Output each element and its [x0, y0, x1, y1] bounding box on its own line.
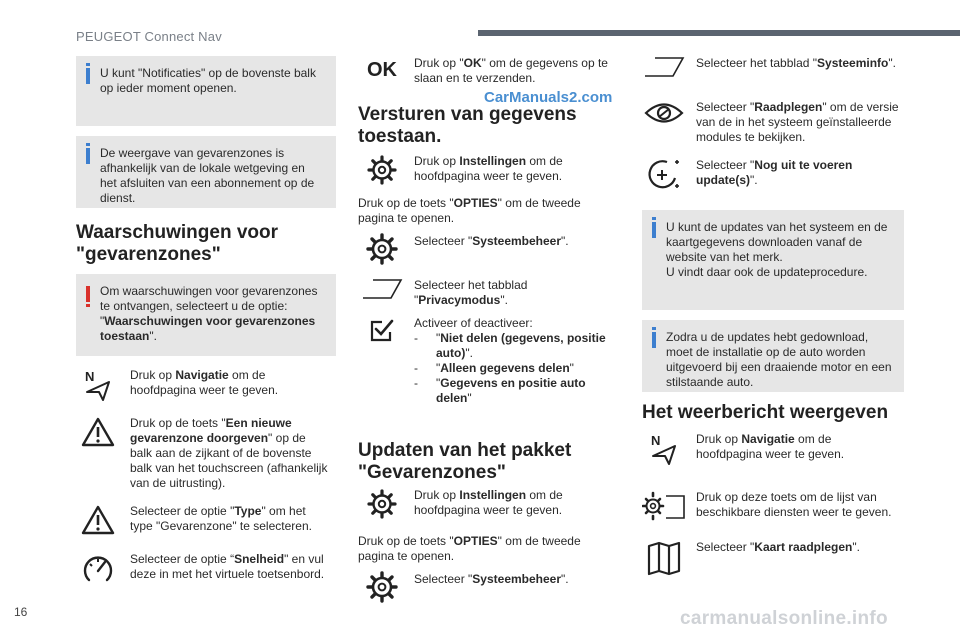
heading-danger-zones: Waarschuwingen voor "gevarenzones": [76, 222, 278, 265]
gear-icon: [360, 154, 404, 190]
warning-note-icon: [86, 286, 90, 302]
step-speed: Selecteer de optie “Snelheid" en vul deze in met het virtuele toetsenbord.: [76, 552, 336, 588]
speedometer-icon: [76, 552, 120, 588]
step-consult-map: Selecteer "Kaart raadplegen".: [642, 540, 904, 576]
warning-triangle-icon: [76, 504, 120, 540]
option-data-and-position: - "Gegevens en positie auto delen": [414, 376, 586, 405]
navigation-icon: [642, 432, 686, 468]
step-navigation: N Druk op Navigatie om de hoofdpagina weer te geven.: [76, 368, 336, 404]
update-icon: [642, 158, 686, 194]
step-settings-2: Druk op Instellingen om de hoofdpagina weer te geven.: [360, 488, 618, 524]
text-options: Druk op de toets "OPTIES" om de tweede pagina te openen.: [358, 196, 581, 225]
step-system-info: Selecteer het tabblad "Systeeminfo".: [642, 56, 904, 92]
step-new-danger-zone: Druk op de toets "Een nieuwe gevarenzone doorgeven" op de balk aan de zijkant of de bovenste balk van het touchscreen (afhankelijk van de uitrusting).: [76, 416, 336, 491]
tab-icon: [642, 56, 686, 92]
settings-gear-icon: [360, 570, 404, 606]
ok-icon: OK: [367, 58, 397, 81]
info-note-icon: [86, 68, 90, 84]
step-system-management-2: Selecteer "Systeembeheer".: [360, 570, 618, 606]
running-header-title: PEUGEOT Connect Nav: [76, 29, 222, 44]
brand-watermark: CarManuals2.com: [484, 89, 613, 106]
page-number: 16: [14, 605, 28, 619]
settings-gear-icon: [360, 232, 404, 268]
eye-icon: [642, 100, 686, 136]
svg-text:N: N: [85, 369, 95, 384]
warning-triangle-icon: [76, 416, 120, 452]
header-bar: [478, 30, 960, 36]
info-note-icon: [652, 222, 656, 238]
step-privacy-mode: Selecteer het tabblad "Privacymodus".: [360, 278, 618, 314]
option-data-only: - "Alleen gegevens delen": [414, 361, 574, 375]
site-watermark: carmanualsonline.info: [680, 608, 888, 629]
step-weather-navigation: N Druk op Navigatie om de hoofdpagina weer te geven.: [642, 432, 904, 468]
warning-note-danger-zones: Om waarschuwingen voor gevarenzones te ontvangen, selecteert u de optie: "Waarschuwingen voor gevarenzones toestaan".: [76, 274, 336, 356]
option-no-share: - "Niet delen (gegevens, positie auto)".: [414, 331, 606, 360]
step-pending-updates: Selecteer "Nog uit te voeren update(s)".: [642, 158, 904, 194]
info-note-icon: [652, 332, 656, 348]
step-consult: Selecteer "Raadplegen" om de versie van de in het systeem geïnstalleerde modules te bekijken.: [642, 100, 904, 145]
info-note-legislation: De weergave van gevarenzones is afhankelijk van de lokale wetgeving en het afsluiten van een abonnement op de dienst.: [76, 136, 336, 208]
svg-text:N: N: [651, 433, 661, 448]
info-note-icon: [86, 148, 90, 164]
heading-send-data: Versturen van gegevens toestaan.: [358, 104, 577, 147]
navigation-icon: [76, 368, 120, 404]
info-note-notifications: U kunt "Notificaties" op de bovenste balk op ieder moment openen.: [76, 56, 336, 126]
tab-icon: [360, 278, 404, 314]
services-icon: [642, 490, 686, 526]
info-note-downloads: U kunt de updates van het systeem en de kaartgegevens downloaden vanaf de website van het merk. U vindt daar ook de updateprocedure.: [642, 210, 904, 310]
step-settings-1: Druk op Instellingen om de hoofdpagina weer te geven.: [360, 154, 618, 190]
step-type: Selecteer de optie "Type" om het type "Gevarenzone" te selecteren.: [76, 504, 336, 540]
step-services-list: Druk op deze toets om de lijst van beschikbare diensten weer te geven.: [642, 490, 904, 526]
info-note-installation: Zodra u de updates hebt gedownload, moet de installatie op de auto worden uitgevoerd bij een draaiende motor en een stilstaande auto.: [642, 320, 904, 392]
step-ok: OK Druk op "OK" om de gegevens op te slaan en te verzenden.: [360, 56, 618, 86]
checkbox-icon: [360, 316, 404, 352]
map-icon: [642, 540, 686, 576]
gear-icon: [360, 488, 404, 524]
step-system-management-1: Selecteer "Systeembeheer".: [360, 232, 618, 268]
heading-update-package: Updaten van het pakket "Gevarenzones": [358, 440, 572, 483]
step-activate: Activeer of deactiveer: - "Niet delen (gegevens, positie auto)". - "Alleen gegevens delen" - "Gegevens en positie auto delen": [360, 316, 618, 406]
heading-weather: Het weerbericht weergeven: [642, 402, 889, 423]
text-options-2: Druk op de toets "OPTIES" om de tweede pagina te openen.: [358, 534, 581, 563]
